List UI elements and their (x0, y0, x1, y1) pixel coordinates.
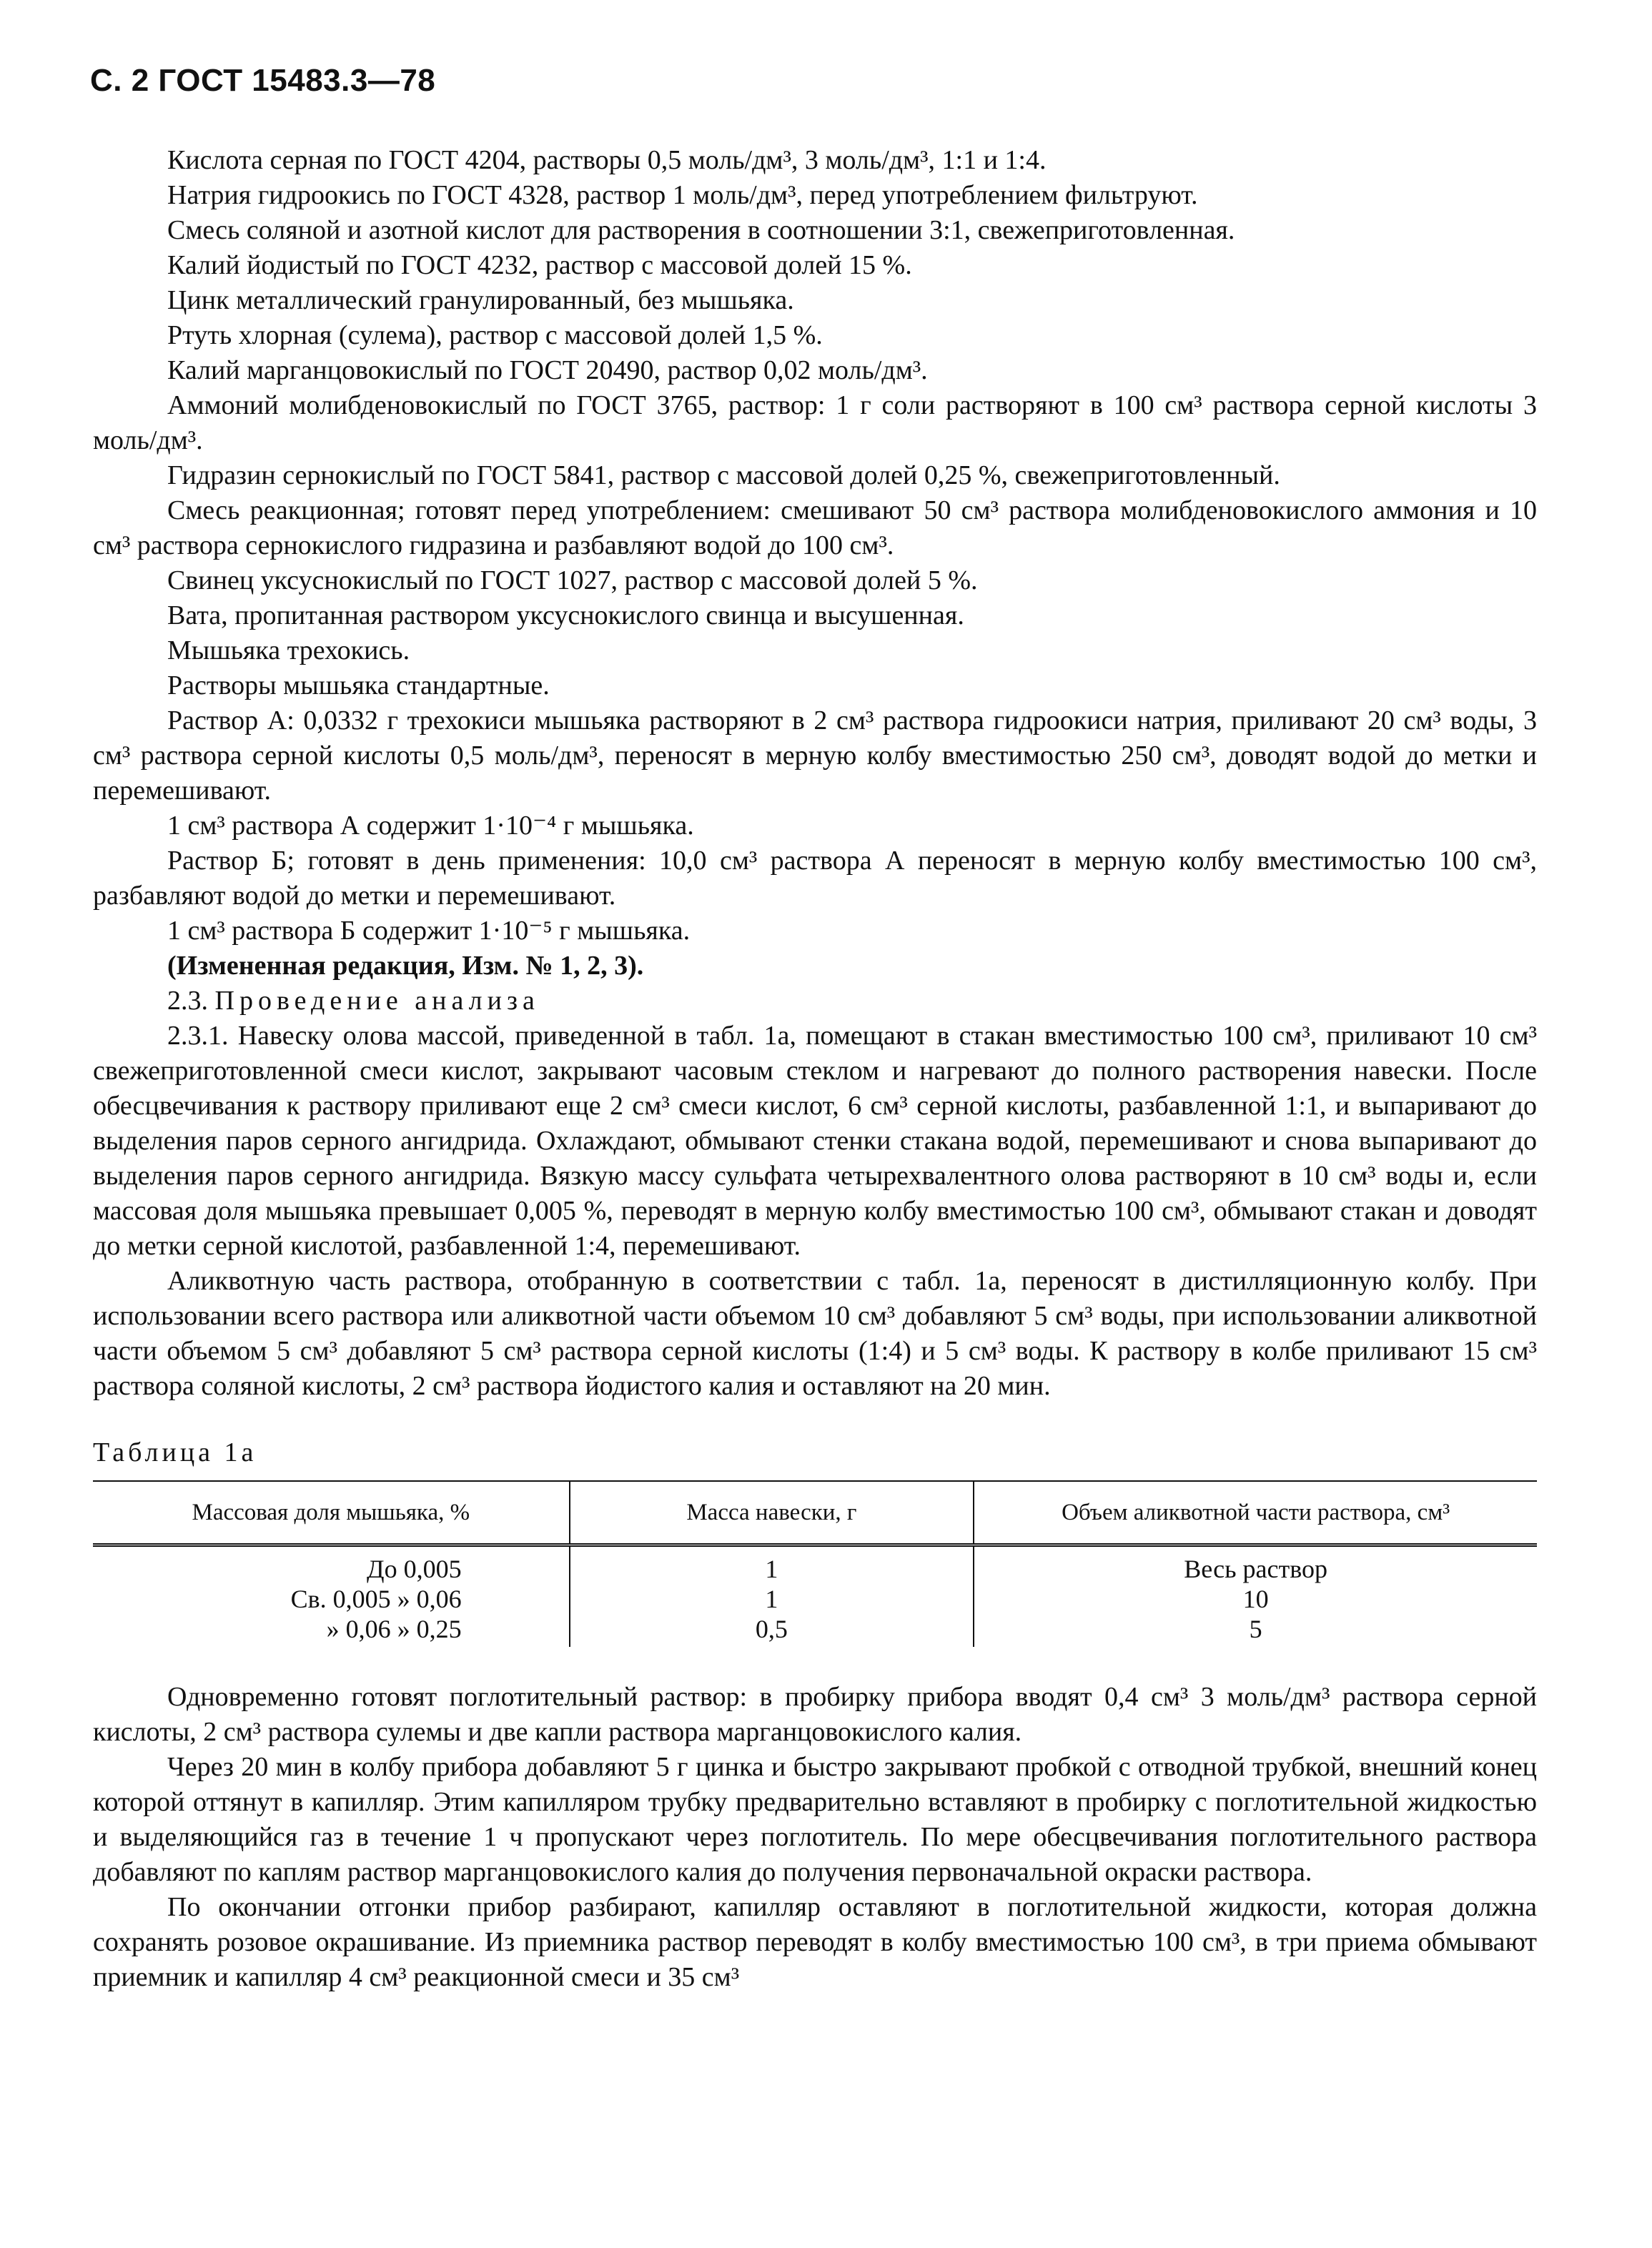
reagent-cotton-wool: Вата, пропитанная раствором уксуснокислого свинца и высушенная. (167, 600, 964, 630)
amendment-note: (Измененная редакция, Изм. № 1, 2, 3). (167, 951, 644, 981)
reagent-arsenic-trioxide: Мышьяка трехокись. (167, 635, 410, 665)
body-text (93, 143, 1537, 1995)
reagent-mercury-chloride: Ртуть хлорная (сулема), раствор с массовой долей 1,5 %. (167, 320, 823, 350)
absorption-solution: Одновременно готовят поглотительный раствор: в пробирку прибора вводят 0,4 см³ 3 моль/дм³ раствора серной кислоты, 2 см³ раствора сулемы и две капли раствора марганцовокислого калия. (93, 1682, 1537, 1747)
solution-b: Раствор Б; готовят в день применения: 10,0 см³ раствора А переносят в мерную колбу вместимостью 100 см³, разбавляют водой до метки и перемешивают. (93, 846, 1537, 911)
reagent-lead-acetate: Свинец уксуснокислый по ГОСТ 1027, раствор с массовой долей 5 %. (167, 565, 978, 595)
table-cell: Весь раствор (974, 1545, 1537, 1585)
section-heading (93, 984, 1537, 1019)
table-row (93, 1614, 1537, 1647)
table-cell: 1 (570, 1545, 974, 1585)
table-cell: 1 (570, 1584, 974, 1614)
table-cell: 10 (974, 1584, 1537, 1614)
analysis-aliquot: Аликвотную часть раствора, отобранную в соответствии с табл. 1а, переносят в дистилляционную колбу. При использовании всего раствора или аликвотной части объемом 10 см³ добавляют 5 см³ воды, при использовании аликвотной части объемом 5 см³ добавляют 5 см³ раствора серной кислоты (1:4) и 5 см³ воды. К раствору в колбе приливают 15 см³ раствора соляной кислоты, 2 см³ раствора йодистого калия и оставляют на 20 мин. (93, 1266, 1537, 1401)
table-header-mass: Масса навески, г (570, 1481, 974, 1545)
reagent-zinc: Цинк металлический гранулированный, без мышьяка. (167, 285, 794, 315)
table-caption: Таблица 1а (93, 1437, 257, 1467)
reagent-hydrazine-sulfate: Гидразин сернокислый по ГОСТ 5841, раствор с массовой долей 0,25 %, свежеприготовленный. (167, 460, 1280, 490)
section-number: 2.3. (167, 986, 208, 1016)
reagent-arsenic-standards: Растворы мышьяка стандартные. (167, 670, 550, 700)
reagent-reaction-mixture: Смесь реакционная; готовят перед употреблением: смешивают 50 см³ раствора молибденовокислого аммония и 10 см³ раствора сернокислого гидразина и разбавляют водой до 100 см³. (93, 495, 1537, 560)
analysis-step-2-3-1: 2.3.1. Навеску олова массой, приведенной в табл. 1а, помещают в стакан вместимостью 100 см³, приливают 10 см³ свежеприготовленной смеси кислот, закрывают часовым стеклом и нагревают до полного растворения навески. После обесцвечивания к раствору приливают еще 2 см³ смеси кислот, 6 см³ серной кислоты, разбавленной 1:1, и выпаривают до выделения паров серного ангидрида. Охлаждают, обмывают стенки стакана водой, перемешивают и снова выпаривают до выделения паров серного ангидрида. Вязкую массу сульфата четырехвалентного олова растворяют в 10 см³ воды и, если массовая доля мышьяка превышает 0,005 %, переводят в мерную колбу вместимостью 100 см³, обмывают стакан и доводят до метки серной кислотой, разбавленной 1:4, перемешивают. (93, 1021, 1537, 1261)
reagent-acid-mixture: Смесь соляной и азотной кислот для растворения в соотношении 3:1, свежеприготовленная. (167, 215, 1235, 245)
table-cell: 5 (974, 1614, 1537, 1647)
page-header: С. 2 ГОСТ 15483.3—78 (90, 63, 436, 98)
zinc-addition: Через 20 мин в колбу прибора добавляют 5 г цинка и быстро закрывают пробкой с отводной трубкой, внешний конец которой оттянут в капилляр. Этим капилляром трубку предварительно вставляют в пробирку с поглотительной жидкостью и выделяющийся газ в течение 1 ч пропускают через поглотитель. По мере обесцвечивания поглотительного раствора добавляют по каплям раствор марганцовокислого калия до получения первоначальной окраски раствора. (93, 1752, 1537, 1887)
section-title: Проведение анализа (214, 986, 540, 1016)
table-row (93, 1584, 1537, 1614)
table-cell: Св. 0,005 » 0,06 (290, 1585, 462, 1613)
table-1a (93, 1480, 1537, 1647)
reagent-sulfuric-acid: Кислота серная по ГОСТ 4204, растворы 0,5 моль/дм³, 3 моль/дм³, 1:1 и 1:4. (167, 145, 1047, 175)
table-row (93, 1545, 1537, 1585)
reagent-potassium-permanganate: Калий марганцовокислый по ГОСТ 20490, раствор 0,02 моль/дм³. (167, 355, 928, 385)
reagent-potassium-iodide: Калий йодистый по ГОСТ 4232, раствор с массовой долей 15 %. (167, 250, 912, 280)
solution-a-content: 1 см³ раствора А содержит 1·10⁻⁴ г мышьяка. (167, 811, 694, 841)
table-header-arsenic: Массовая доля мышьяка, % (93, 1481, 570, 1545)
reagent-sodium-hydroxide: Натрия гидроокись по ГОСТ 4328, раствор 1 моль/дм³, перед употреблением фильтруют. (167, 180, 1198, 210)
table-cell: » 0,06 » 0,25 (326, 1615, 462, 1643)
distillation-end: По окончании отгонки прибор разбирают, капилляр оставляют в поглотительной жидкости, которая должна сохранять розовое окрашивание. Из приемника раствор переводят в колбу вместимостью 100 см³, в три приема обмывают приемник и капилляр 4 см³ реакционной смеси и 35 см³ (93, 1892, 1537, 1992)
reagent-ammonium-molybdate: Аммоний молибденовокислый по ГОСТ 3765, раствор: 1 г соли растворяют в 100 см³ раствора серной кислоты 3 моль/дм³. (93, 390, 1537, 455)
table-cell: 0,5 (570, 1614, 974, 1647)
solution-b-content: 1 см³ раствора Б содержит 1·10⁻⁵ г мышьяка. (167, 916, 691, 946)
table-header-aliquot: Объем аликвотной части раствора, см³ (974, 1481, 1537, 1545)
solution-a: Раствор А: 0,0332 г трехокиси мышьяка растворяют в 2 см³ раствора гидроокиси натрия, приливают 20 см³ воды, 3 см³ раствора серной кислоты 0,5 моль/дм³, переносят в мерную колбу вместимостью 250 см³, доводят водой до метки и перемешивают. (93, 705, 1537, 806)
table-cell: До 0,005 (367, 1555, 462, 1583)
